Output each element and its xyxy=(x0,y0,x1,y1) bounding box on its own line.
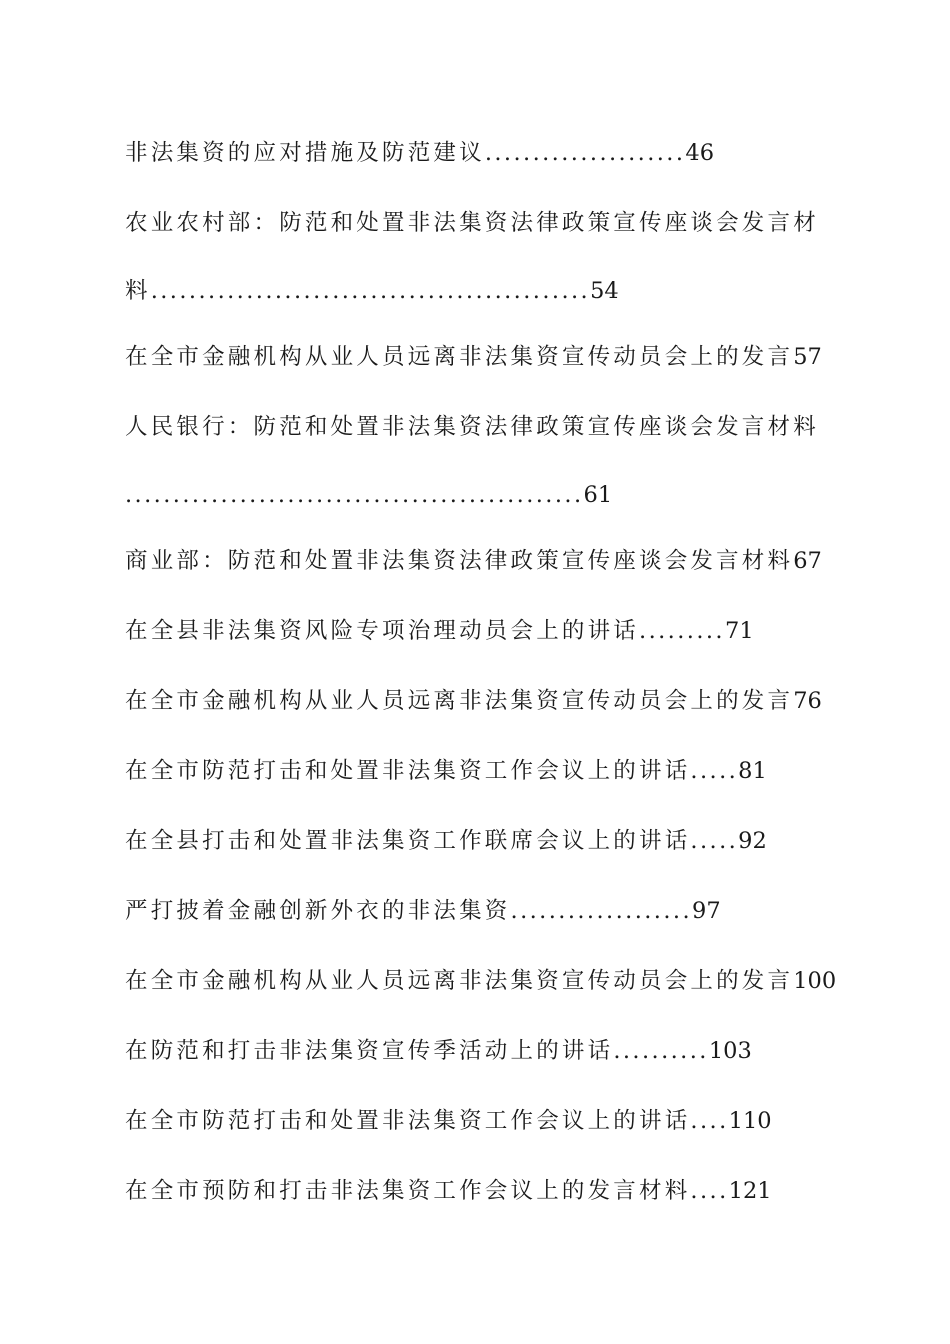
toc-page-number: 103 xyxy=(708,1038,752,1064)
toc-page-number: 57 xyxy=(793,344,822,370)
toc-entry[interactable] xyxy=(125,134,837,172)
toc-page-number: 46 xyxy=(685,140,715,166)
toc-entry-title: 在全市金融机构从业人员远离非法集资宣传动员会上的发言 xyxy=(125,688,794,714)
toc-entry-title: 在全市防范打击和处置非法集资工作会议上的讲话 xyxy=(125,758,691,784)
toc-leader-dots: ................... xyxy=(510,898,693,924)
toc-leader-dots: ......... xyxy=(639,618,725,644)
toc-entry-title: 商业部：防范和处置非法集资法律政策宣传座谈会发言材料 xyxy=(125,548,794,574)
toc-entry-title: 人民银行：防范和处置非法集资法律政策宣传座谈会发言材料 xyxy=(125,414,819,440)
toc-page-number: 81 xyxy=(738,758,767,784)
toc-entry-title: 在防范和打击非法集资宣传季活动上的讲话 xyxy=(125,1038,614,1064)
toc-page-number: 67 xyxy=(793,548,822,574)
toc-entry-title: 在全市金融机构从业人员远离非法集资宣传动员会上的发言 xyxy=(125,344,794,370)
toc-page-number: 97 xyxy=(692,898,721,924)
toc-entry-title: 在全市防范打击和处置非法集资工作会议上的讲话 xyxy=(125,1108,691,1134)
toc-entry-title-continued: 料 xyxy=(125,278,151,304)
table-of-contents xyxy=(125,134,837,1242)
toc-leader-dots: .............................................. xyxy=(150,278,591,304)
toc-leader-dots: ..... xyxy=(690,758,739,784)
toc-entry[interactable] xyxy=(125,338,837,376)
toc-entry[interactable] xyxy=(125,408,837,514)
toc-page-number: 110 xyxy=(728,1108,772,1134)
toc-entry-title: 严打披着金融创新外衣的非法集资 xyxy=(125,898,511,924)
toc-leader-dots: ..................... xyxy=(484,140,686,166)
toc-entry-title: 在全市预防和打击非法集资工作会议上的发言材料 xyxy=(125,1178,691,1204)
toc-entry-title: 在全县非法集资风险专项治理动员会上的讲话 xyxy=(125,618,640,644)
toc-page-number: 121 xyxy=(728,1178,772,1204)
toc-entry[interactable] xyxy=(125,962,837,1000)
toc-page-number: 92 xyxy=(738,828,767,854)
toc-page-number: 71 xyxy=(725,618,754,644)
toc-entry[interactable] xyxy=(125,1102,837,1140)
toc-entry[interactable] xyxy=(125,752,837,790)
toc-entry[interactable] xyxy=(125,892,837,930)
toc-entry-title: 非法集资的应对措施及防范建议 xyxy=(125,140,485,166)
toc-entry[interactable] xyxy=(125,542,837,580)
toc-leader-dots: .......... xyxy=(613,1038,709,1064)
toc-page-number: 100 xyxy=(793,968,837,994)
toc-entry[interactable] xyxy=(125,1032,837,1070)
toc-entry[interactable] xyxy=(125,682,837,720)
toc-page-number: 54 xyxy=(590,278,619,304)
toc-entry-title: 在全市金融机构从业人员远离非法集资宣传动员会上的发言 xyxy=(125,968,794,994)
toc-page-number: 61 xyxy=(583,482,613,508)
toc-leader-dots: ..... xyxy=(690,828,739,854)
toc-leader-dots: .... xyxy=(690,1178,729,1204)
toc-page-number: 76 xyxy=(793,688,822,714)
toc-entry[interactable] xyxy=(125,822,837,860)
toc-entry-title: 农业农村部：防范和处置非法集资法律政策宣传座谈会发言材 xyxy=(125,210,819,236)
toc-leader-dots: ................................................ xyxy=(125,482,584,508)
toc-leader-dots: .... xyxy=(690,1108,729,1134)
toc-entry[interactable] xyxy=(125,1172,837,1210)
toc-entry[interactable] xyxy=(125,612,837,650)
toc-entry-title: 在全县打击和处置非法集资工作联席会议上的讲话 xyxy=(125,828,691,854)
toc-entry[interactable] xyxy=(125,204,837,310)
